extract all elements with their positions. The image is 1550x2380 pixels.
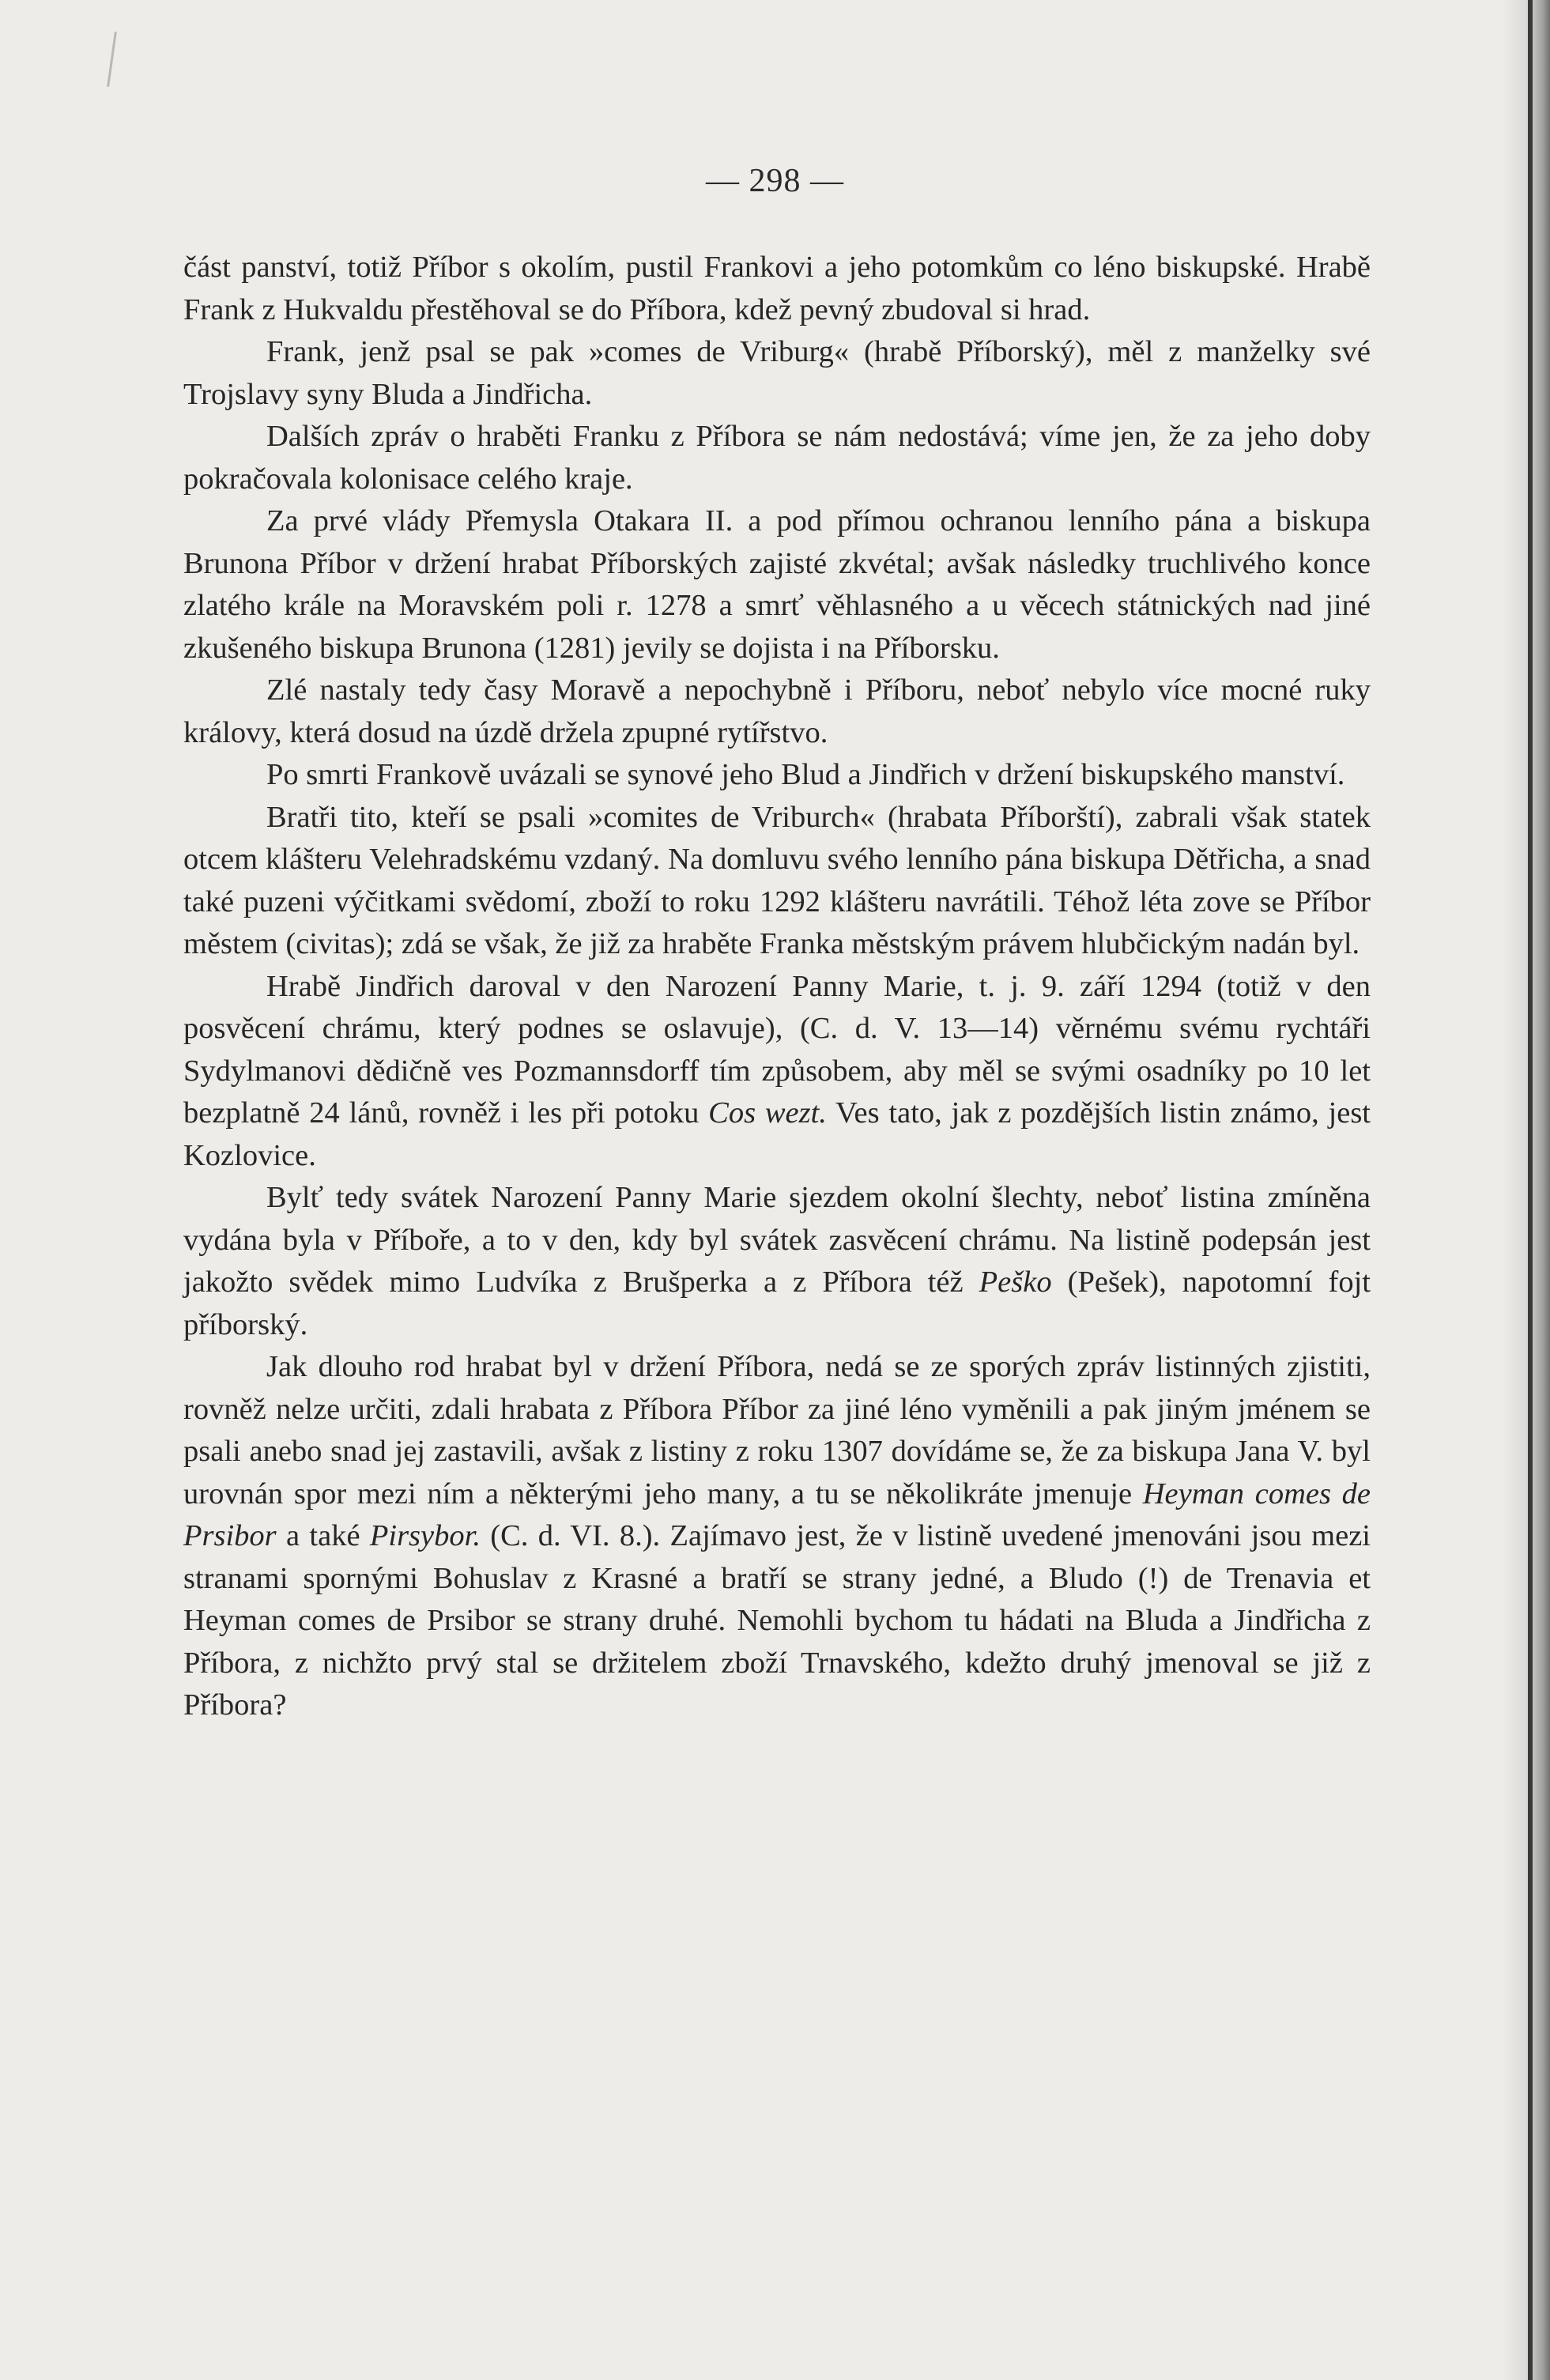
italic-place-name: Cos wezt. xyxy=(708,1096,827,1130)
paragraph-text: Bylť tedy svátek Narození Panny Marie sjezdem okolní šlechty, neboť listina zmíněna vydána byla v Příboře, a to v den, kdy byl svátek zasvěcení chrámu. Na listině podepsán jest jakožto svědek mimo Ludvíka z Brušperka a z Příbora též xyxy=(183,1181,1371,1299)
paragraph xyxy=(183,1346,1371,1727)
paragraph xyxy=(183,247,1371,331)
paragraph-text: Za prvé vlády Přemysla Otakara II. a pod přímou ochranou lenního pána a biskupa Brunona Příbor v držení hrabat Příborských zajisté zkvétal; avšak následky truchlivého konce zlatého krále na Moravském poli r. 1278 a smrť věhlasného a u věcech státnických nad jiné zkušeného biskupa Brunona (1281) jevily se dojista i na Příborsku. xyxy=(183,504,1371,665)
paragraph xyxy=(183,797,1371,966)
paragraph-text: část panství, totiž Příbor s okolím, pustil Frankovi a jeho potomkům co léno biskupské. Hrabě Frank z Hukvaldu přestěhoval se do Příbora, kdež pevný zbudoval si hrad. xyxy=(183,251,1371,326)
paragraph-text: (Pešek), napotomní fojt příborský. xyxy=(183,1265,1371,1341)
spine-edge xyxy=(1528,0,1533,2380)
paragraph xyxy=(183,669,1371,754)
paragraph-text: Dalších zpráv o hraběti Franku z Příbora se nám nedostává; víme jen, že za jeho doby pokračovala kolonisace celého kraje. xyxy=(183,420,1371,496)
paragraph xyxy=(183,416,1371,500)
paragraph-text: Ves tato, jak z pozdějších listin známo, jest Kozlovice. xyxy=(183,1096,1371,1172)
paragraph xyxy=(183,331,1371,416)
paragraph-text: (C. d. VI. 8.). Zajímavo jest, že v listině uvedené jmenováni jsou mezi stranami spornými Bohuslav z Krasné a bratří se strany jedné, a Bludo (!) de Trenavia et Heyman comes de Prsibor se strany druhé. Nemohli bychom tu hádati na Bluda a Jindřicha z Příbora, z nichžto prvý stal se držitelem zboží Trnavského, kdežto druhý jmenoval se již z Příbora? xyxy=(183,1519,1371,1722)
italic-name: Peško xyxy=(979,1265,1052,1299)
paragraph-text: Zlé nastaly tedy časy Moravě a nepochybně i Příboru, neboť nebylo více mocné ruky královy, která dosud na úzdě držela zpupné rytířstvo. xyxy=(183,673,1371,749)
paragraph xyxy=(183,754,1371,797)
page-edge-mark xyxy=(107,32,117,87)
paragraph-text: Po smrti Frankově uvázali se synové jeho Blud a Jindřich v držení biskupského manství. xyxy=(266,758,1345,791)
paragraph xyxy=(183,966,1371,1178)
spine-shadow xyxy=(1503,0,1550,2380)
italic-name: Heyman comes de Prsibor xyxy=(183,1477,1371,1552)
paragraph xyxy=(183,1177,1371,1346)
paragraph-text: a také xyxy=(276,1519,370,1552)
paragraph-text: Bratři tito, kteří se psali »comites de Vriburch« (hrabata Příborští), zabrali však statek otcem klášteru Velehradskému vzdaný. Na domluvu svého lenního pána biskupa Dětřicha, a snad také puzeni výčitkami svědomí, zboží to roku 1292 klášteru navrátili. Téhož léta zove se Příbor městem (civitas); zdá se však, že již za hraběte Franka městským právem hlubčickým nadán byl. xyxy=(183,800,1371,960)
paragraph-text: Frank, jenž psal se pak »comes de Vriburg« (hrabě Příborský), měl z manželky své Trojslavy syny Bluda a Jindřicha. xyxy=(183,335,1371,411)
page-number: — 298 — xyxy=(706,163,844,199)
italic-name: Pirsybor. xyxy=(369,1519,481,1552)
body-text xyxy=(183,247,1371,1727)
paragraph-text: Hrabě Jindřich daroval v den Narození Panny Marie, t. j. 9. září 1294 (totiž v den posvěcení chrámu, který podnes se oslavuje), (C. d. V. 13—14) věrnému svému rychtáři Sydylmanovi dědičně ves Pozmannsdorff tím způsobem, aby měl se svými osadníky po 10 let bezplatně 24 lánů, rovněž i les při potoku xyxy=(183,969,1371,1130)
paragraph-text: Jak dlouho rod hrabat byl v držení Příbora, nedá se ze sporých zpráv listinných zjistiti, rovněž nelze určiti, zdali hrabata z Příbora Příbor za jiné léno vyměnili a pak jiným jménem se psali anebo snad jej zastavili, avšak z listiny z roku 1307 dovídáme se, že za biskupa Jana V. byl urovnán spor mezi ním a některými jeho many, a tu se několikráte jmenuje xyxy=(183,1350,1371,1511)
paragraph xyxy=(183,500,1371,669)
